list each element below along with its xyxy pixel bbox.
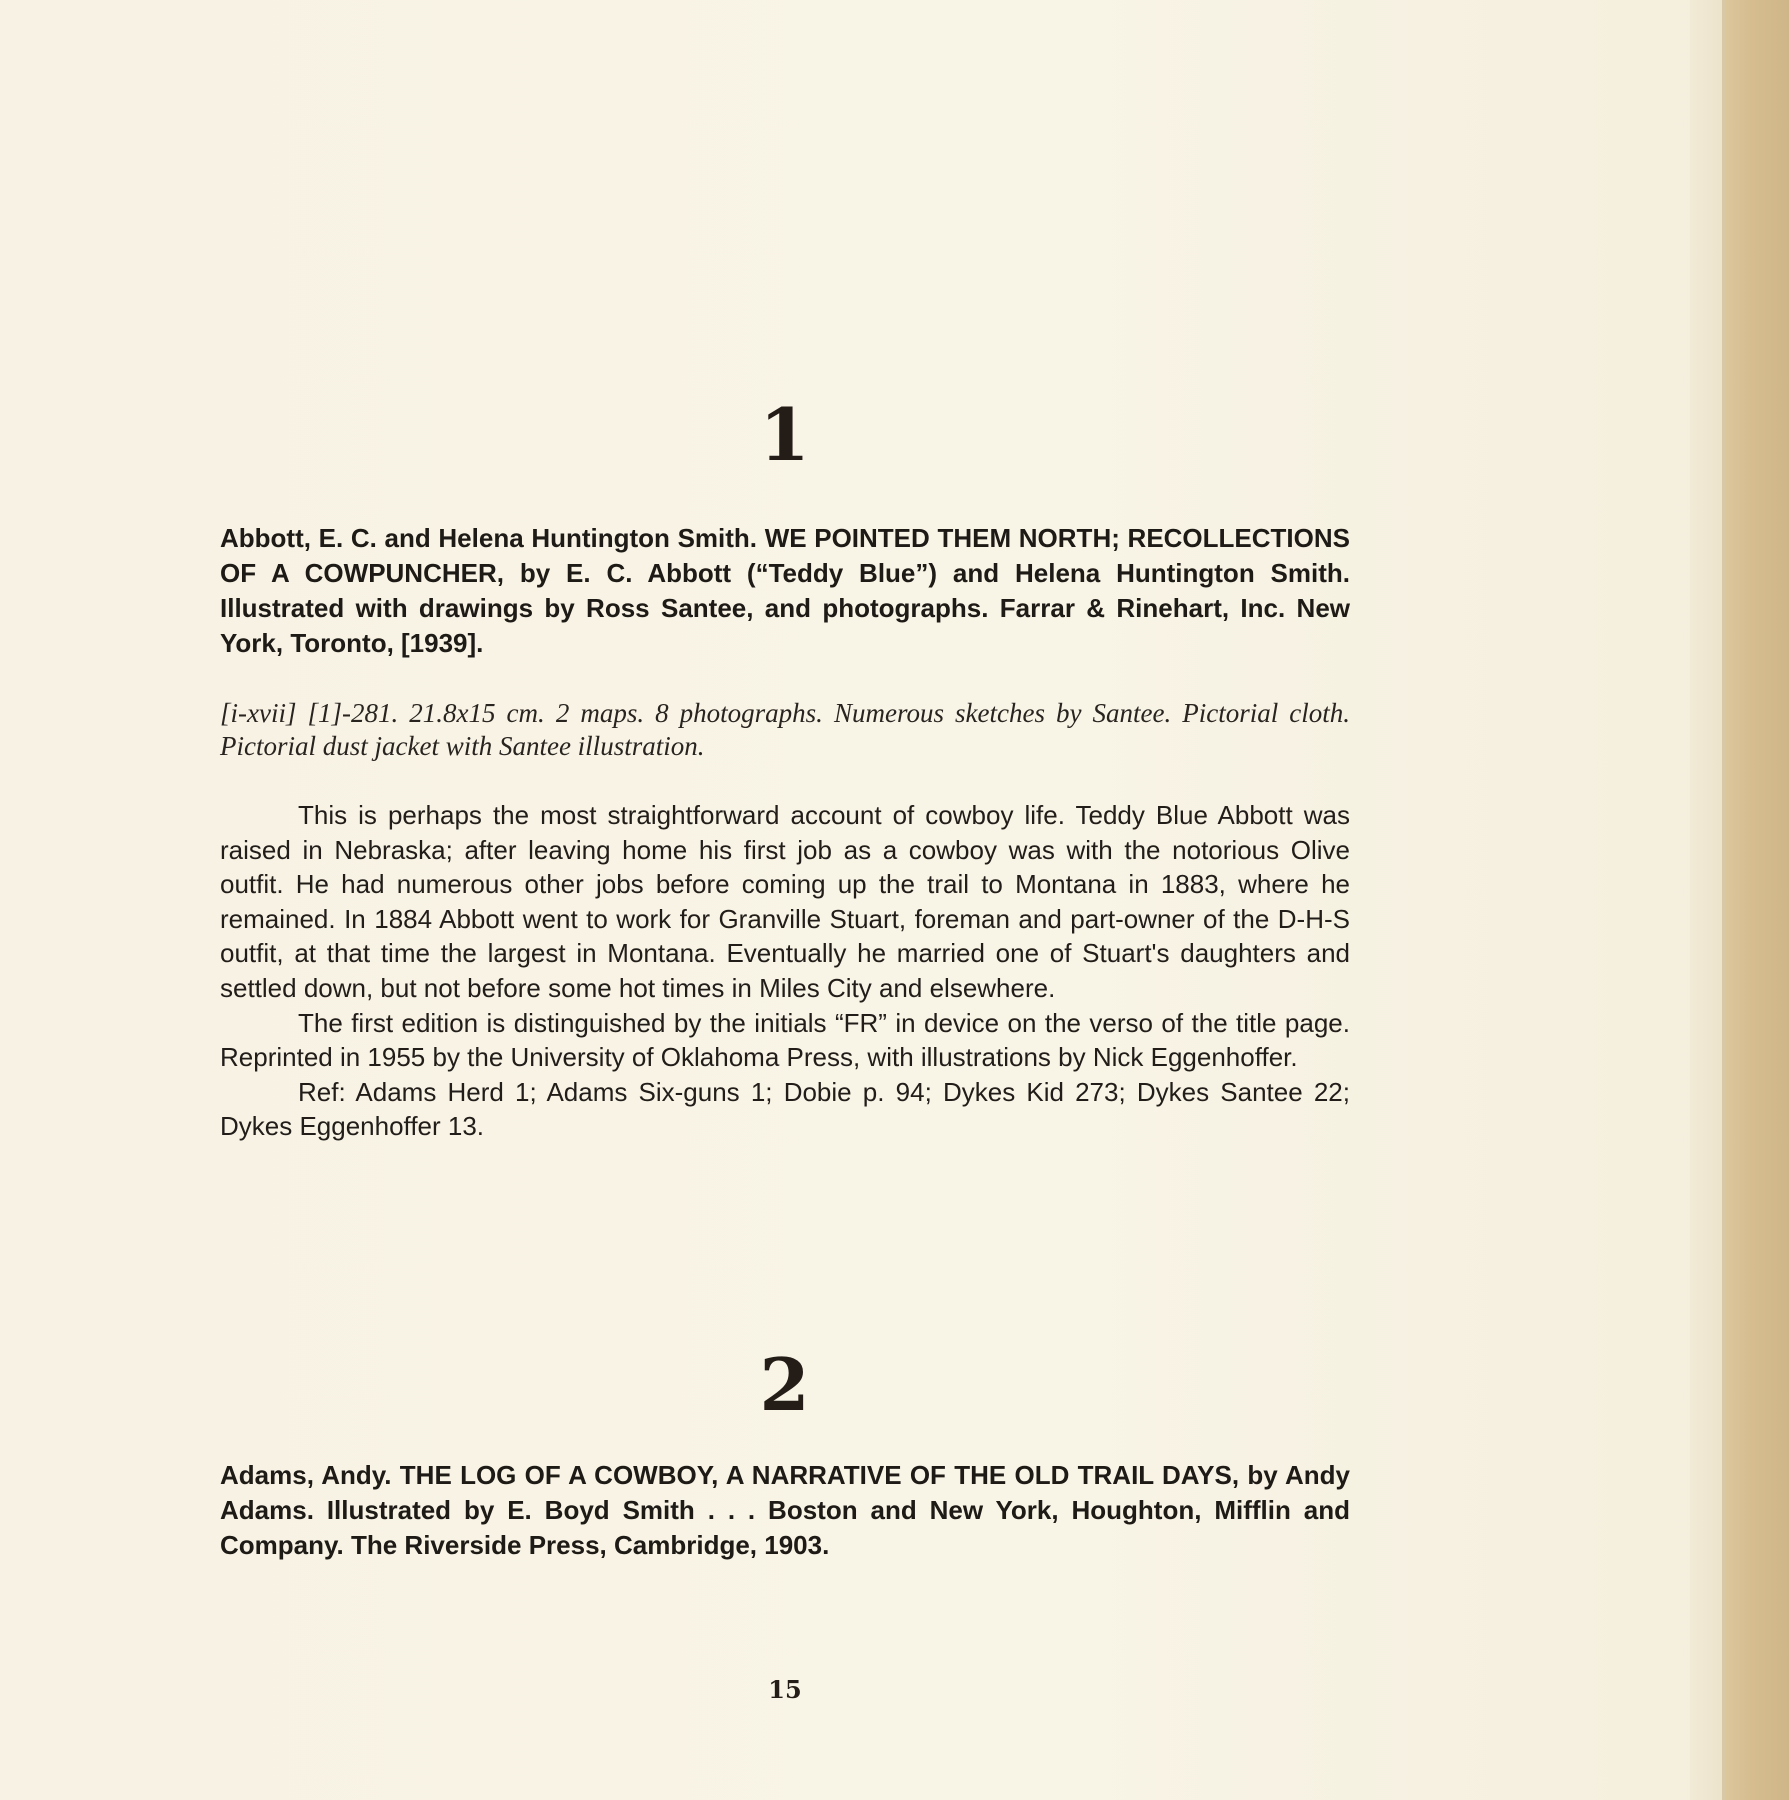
page-number: 15 [768,1675,802,1704]
entry-1-collation-block [220,697,1350,763]
page-edge [1690,0,1725,1800]
description-paragraph: The first edition is distinguished by the initials “FR” in device on the verso of the title page. Reprinted in 1955 by the University of Oklahoma Press, with illustrations by Nick Eggenhoffer. [220,1007,1350,1073]
book-binding-edge [1725,0,1789,1800]
entry-1-citation-block [220,521,1350,661]
entry-citation: Adams, Andy. THE LOG OF A COWBOY, A NARRATIVE OF THE OLD TRAIL DAYS, by Andy Adams. Illustrated by E. Boyd Smith . . . Boston and New York, Houghton, Mifflin and Company. The Riverside Press, Cambridge, 1903. [220,1460,1350,1560]
entry-number: 2 [759,1342,811,1427]
entry-1-description [220,798,1350,1144]
reference-paragraph: Ref: Adams Herd 1; Adams Six-guns 1; Dobie p. 94; Dykes Kid 273; Dykes Santee 22; Dykes Eggenhoffer 13. [220,1076,1350,1142]
entry-number: 1 [759,392,811,477]
entry-2-citation-block [220,1458,1350,1563]
entry-collation: [i-xvii] [1]-281. 21.8x15 cm. 2 maps. 8 photographs. Numerous sketches by Santee. Pictorial cloth. Pictorial dust jacket with Santee illustration. [220,698,1350,761]
entry-citation: Abbott, E. C. and Helena Huntington Smith. WE POINTED THEM NORTH; RECOLLECTIONS OF A COWPUNCHER, by E. C. Abbott (“Teddy Blue”) and Helena Huntington Smith. Illustrated with drawings by Ross Santee, and photographs. Farrar & Rinehart, Inc. New York, Toronto, [1939]. [220,523,1350,658]
description-paragraph: This is perhaps the most straightforward account of cowboy life. Teddy Blue Abbott was raised in Nebraska; after leaving home his first job as a cowboy was with the notorious Olive outfit. He had numerous other jobs before coming up the trail to Montana in 1883, where he remained. In 1884 Abbott went to work for Granville Stuart, foreman and part-owner of the D-H-S outfit, at that time the largest in Montana. Eventually he married one of Stuart's daughters and settled down, but not before some hot times in Miles City and elsewhere. [220,800,1350,1003]
